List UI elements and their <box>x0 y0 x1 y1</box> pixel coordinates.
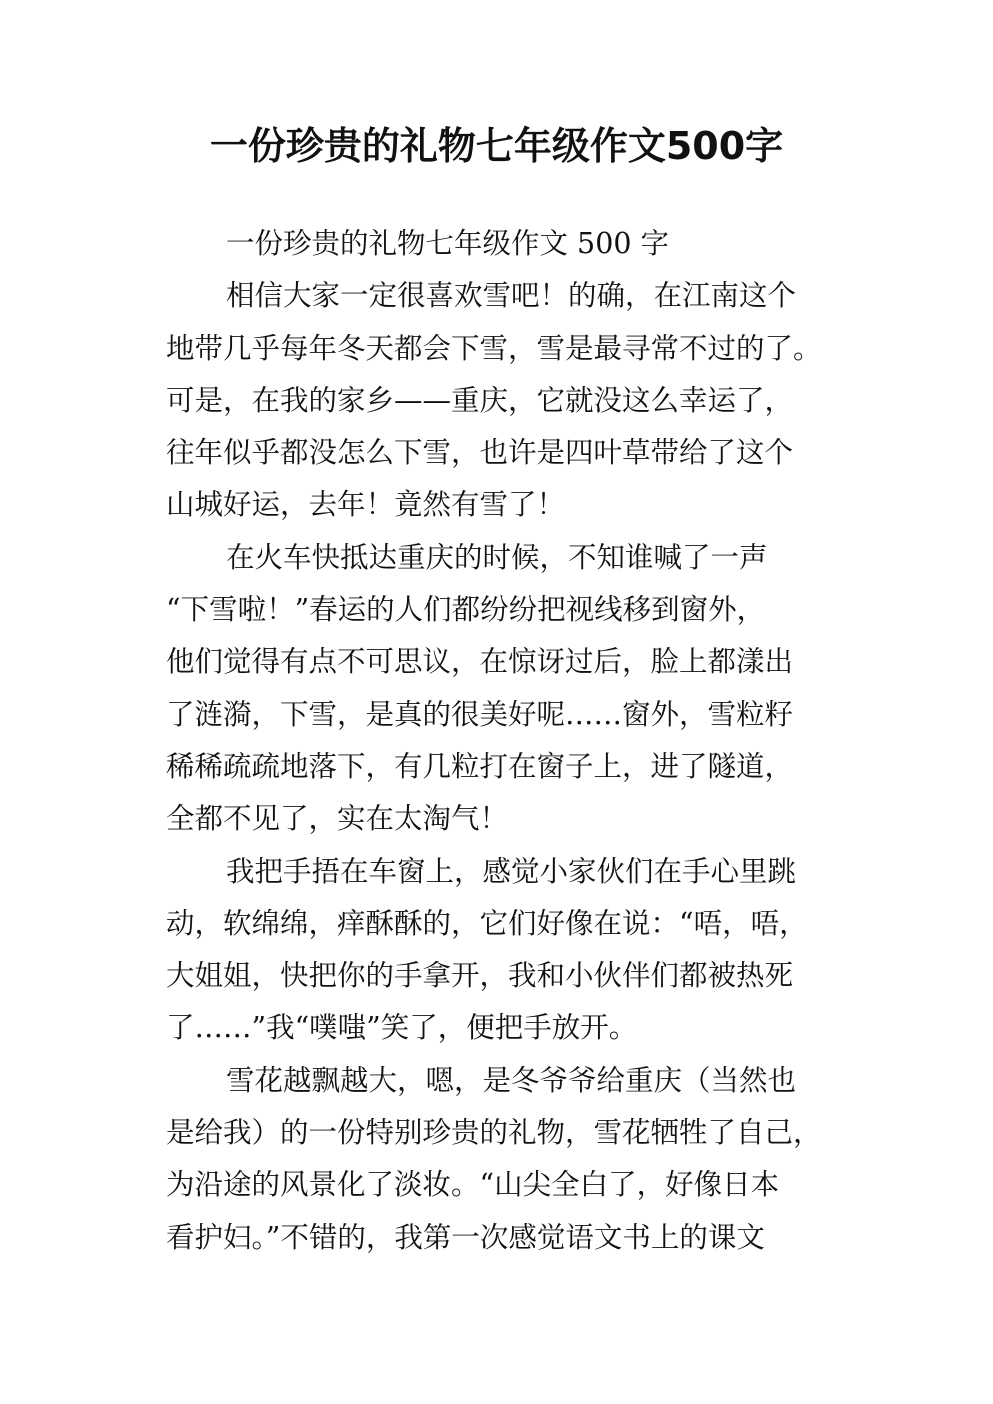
body-line: 地带几乎每年冬天都会下雪，雪是最寻常不过的了。 <box>166 331 822 365</box>
body-line: 往年似乎都没怎么下雪，也许是四叶草带给了这个 <box>166 436 794 470</box>
body-line: 了涟漪，下雪，是真的很美好呢……窗外，雪粒籽 <box>166 697 794 731</box>
body-line: “下雪啦！”春运的人们都纷纷把视线移到窗外， <box>166 593 766 627</box>
document-title: 一份珍贵的礼物七年级作文500字 <box>209 124 784 168</box>
body-line: 是给我）的一份特别珍贵的礼物，雪花牺牲了自己， <box>166 1116 822 1150</box>
body-line: 在火车快抵达重庆的时候，不知谁喊了一声 <box>226 540 768 574</box>
body-line: 大姐姐，快把你的手拿开，我和小伙伴们都被热死 <box>166 959 794 993</box>
body-line: 看护妇。”不错的，我第一次感觉语文书上的课文 <box>166 1220 765 1254</box>
body-line: 他们觉得有点不可思议，在惊讶过后，脸上都漾出 <box>166 645 794 679</box>
body-line: 为沿途的风景化了淡妆。“山尖全白了，好像日本 <box>166 1168 780 1202</box>
body-line: 全都不见了，实在太淘气！ <box>166 802 509 836</box>
body-line: 一份珍贵的礼物七年级作文 500 字 <box>226 227 670 260</box>
body-line: 了……”我“噗嗤”笑了，便把手放开。 <box>166 1011 638 1045</box>
body-line: 可是，在我的家乡——重庆，它就没这么幸运了， <box>166 383 794 417</box>
body-line: 我把手捂在车窗上，感觉小家伙们在手心里跳 <box>226 854 797 888</box>
body-line: 相信大家一定很喜欢雪吧！的确，在江南这个 <box>226 279 797 313</box>
body-line: 山城好运，去年！竟然有雪了！ <box>166 488 566 522</box>
document-body <box>166 218 856 1264</box>
body-line: 稀稀疏疏地落下，有几粒打在窗子上，进了隧道， <box>166 749 794 783</box>
body-line: 动，软绵绵，痒酥酥的，它们好像在说：“唔，唔， <box>166 906 808 940</box>
body-line: 雪花越飘越大，嗯，是冬爷爷给重庆（当然也 <box>226 1063 797 1097</box>
